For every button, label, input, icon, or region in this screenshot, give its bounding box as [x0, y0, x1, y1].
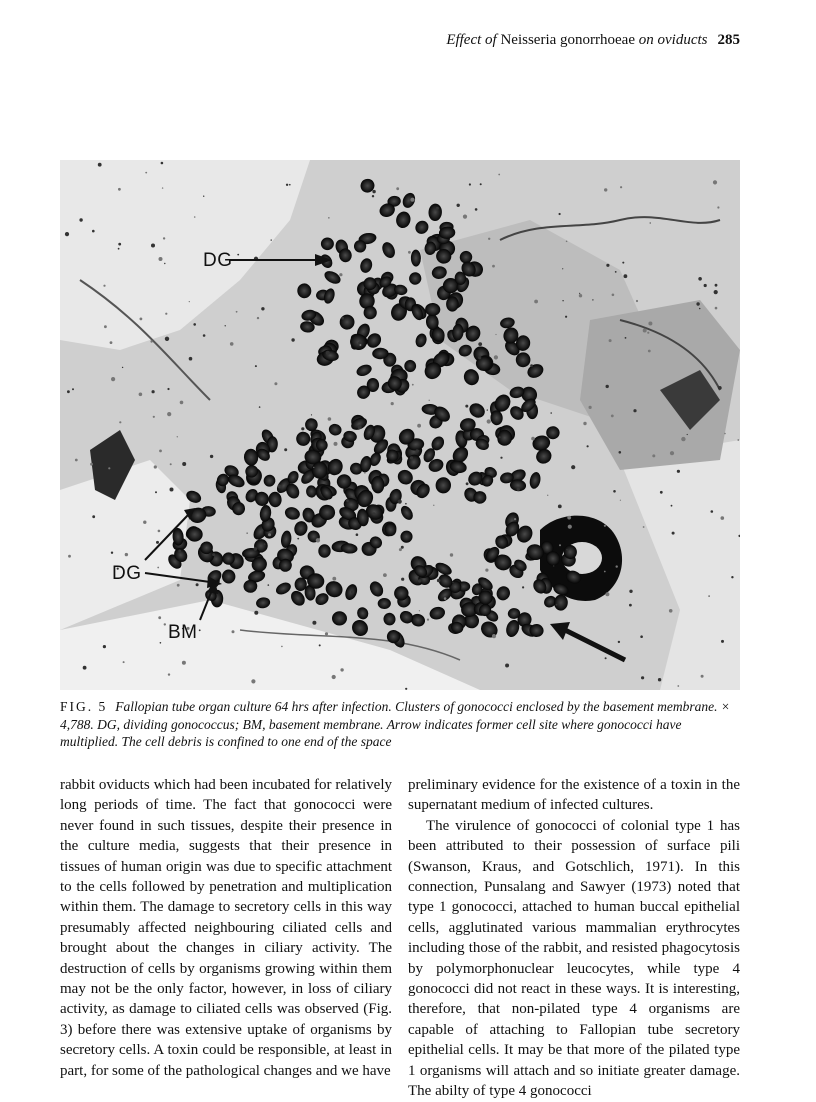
tissue-speck — [281, 646, 283, 648]
tissue-speck — [203, 334, 206, 337]
tissue-speck — [583, 422, 586, 425]
tissue-speck — [616, 565, 618, 567]
tissue-speck — [167, 412, 171, 416]
tissue-speck — [143, 521, 146, 524]
tissue-speck — [332, 577, 336, 581]
tissue-speck — [677, 470, 680, 473]
gonococcus — [312, 462, 328, 479]
tissue-speck — [75, 459, 78, 462]
tissue-speck — [622, 262, 624, 264]
tissue-speck — [721, 640, 724, 643]
tissue-speck — [713, 180, 717, 184]
tissue-speck — [311, 414, 312, 415]
tissue-speck — [604, 188, 607, 191]
tissue-speck — [165, 337, 169, 341]
tissue-speck — [534, 300, 538, 304]
figure-number: FIG. 5 — [60, 699, 108, 714]
tissue-speck — [436, 207, 439, 210]
tissue-speck — [419, 610, 420, 611]
tissue-speck — [643, 329, 647, 333]
tissue-speck — [629, 590, 632, 593]
tissue-speck — [189, 301, 190, 302]
tissue-speck — [715, 284, 718, 287]
tissue-speck — [687, 434, 688, 435]
body-paragraph: preliminary evidence for the existence of a toxin in the supernatant medium of infected cultures. — [408, 777, 740, 814]
tissue-speck — [274, 382, 277, 385]
tissue-speck — [257, 317, 259, 319]
tissue-speck — [103, 285, 105, 287]
tissue-speck — [247, 533, 248, 534]
tissue-speck — [182, 462, 186, 466]
tissue-speck — [641, 676, 644, 679]
tissue-speck — [417, 424, 421, 428]
running-head — [60, 30, 740, 50]
tissue-speck — [111, 552, 113, 554]
tissue-speck — [261, 307, 264, 310]
tissue-speck — [724, 433, 726, 435]
tissue-speck — [562, 300, 563, 301]
tissue-speck — [396, 187, 399, 190]
tissue-speck — [606, 385, 609, 388]
tissue-speck — [151, 244, 155, 248]
tissue-speck — [150, 340, 152, 342]
tissue-speck — [433, 505, 434, 506]
tissue-speck — [125, 553, 128, 556]
tissue-speck — [647, 332, 649, 334]
tissue-speck — [499, 436, 501, 438]
tissue-speck — [167, 388, 169, 390]
tissue-speck — [165, 313, 167, 315]
tissue-speck — [284, 448, 287, 451]
left-column — [60, 775, 392, 1081]
tissue-speck — [122, 367, 123, 368]
tissue-speck — [346, 499, 349, 502]
tissue-speck — [210, 455, 213, 458]
tissue-speck — [268, 533, 271, 536]
tissue-speck — [170, 463, 172, 465]
tissue-speck — [189, 357, 193, 361]
dg-label-bottom: DG — [112, 563, 142, 584]
tissue-speck — [643, 526, 645, 528]
tissue-speck — [158, 530, 161, 533]
tissue-speck — [571, 465, 575, 469]
tissue-speck — [104, 325, 107, 328]
tissue-speck — [704, 284, 707, 287]
tissue-speck — [660, 491, 663, 494]
tissue-speck — [351, 590, 354, 593]
tissue-speck — [485, 569, 488, 572]
tissue-speck — [612, 294, 615, 297]
tissue-speck — [103, 645, 106, 648]
tissue-speck — [325, 632, 328, 635]
tissue-speck — [168, 673, 170, 675]
tissue-speck — [111, 377, 115, 381]
caption-text: Fallopian tube organ culture 64 hrs after infection. Clusters of gonococci enclosed by the basement membrane. × 4,788. DG, dividing gonococcus; BM, basement membrane. Arrow indicates former cell site where gonococci have multiplied. The cell debris is confined to one end of the space — [60, 699, 731, 749]
bm-label: BM — [168, 622, 198, 643]
micrograph-figure — [60, 160, 740, 690]
tissue-speck — [592, 299, 593, 300]
tissue-speck — [437, 579, 441, 583]
tissue-speck — [669, 609, 673, 613]
tissue-speck — [118, 243, 121, 246]
tissue-speck — [465, 405, 468, 408]
tissue-speck — [328, 417, 332, 421]
tissue-speck — [170, 488, 174, 492]
tissue-speck — [708, 595, 709, 596]
tissue-speck — [289, 184, 291, 186]
tissue-speck — [154, 465, 157, 468]
tissue-speck — [196, 583, 199, 586]
tissue-speck — [427, 619, 429, 621]
tissue-speck — [498, 174, 500, 176]
tissue-speck — [359, 344, 361, 346]
tissue-speck — [531, 437, 535, 441]
tissue-speck — [326, 351, 330, 355]
right-column — [408, 775, 740, 1102]
tissue-speck — [164, 623, 166, 625]
tissue-speck — [401, 546, 404, 549]
tissue-speck — [341, 317, 344, 320]
tissue-speck — [681, 437, 685, 441]
tissue-speck — [418, 579, 421, 582]
tissue-speck — [163, 237, 165, 239]
tissue-speck — [401, 578, 404, 581]
tissue-speck — [731, 576, 733, 578]
tissue-speck — [444, 597, 447, 600]
tissue-speck — [108, 467, 110, 469]
tissue-speck — [620, 500, 621, 501]
tissue-speck — [553, 565, 554, 566]
tissue-speck — [316, 538, 320, 542]
tissue-speck — [68, 555, 71, 558]
figure-caption — [60, 698, 742, 751]
tissue-speck — [162, 187, 163, 188]
tissue-speck — [259, 406, 261, 408]
tissue-speck — [696, 302, 699, 305]
tissue-speck — [90, 463, 93, 466]
tissue-speck — [92, 230, 95, 233]
tissue-speck — [487, 419, 491, 423]
tissue-speck — [469, 183, 471, 185]
tissue-speck — [670, 451, 674, 455]
tissue-speck — [457, 204, 460, 207]
tissue-speck — [636, 300, 638, 302]
tissue-speck — [652, 454, 655, 457]
tissue-speck — [611, 415, 614, 418]
tissue-speck — [717, 206, 719, 208]
tissue-speck — [405, 688, 407, 690]
tissue-speck — [212, 553, 215, 556]
tissue-speck — [648, 350, 651, 353]
tissue-speck — [372, 190, 375, 193]
tissue-speck — [158, 616, 161, 619]
tissue-speck — [358, 425, 362, 429]
tissue-speck — [566, 241, 568, 243]
tissue-speck — [72, 388, 74, 390]
tissue-speck — [254, 611, 258, 615]
tissue-speck — [251, 679, 255, 683]
running-title: Effect of Neisseria gonorrhoeae on oviducts — [446, 32, 708, 48]
tissue-speck — [301, 427, 304, 430]
tissue-speck — [698, 277, 702, 281]
tissue-speck — [98, 163, 102, 167]
tissue-speck — [648, 322, 652, 326]
tissue-speck — [480, 183, 482, 185]
tissue-speck — [613, 490, 616, 493]
tissue-speck — [487, 409, 488, 410]
tissue-speck — [391, 402, 394, 405]
tissue-speck — [319, 644, 321, 646]
tissue-speck — [711, 510, 714, 513]
tissue-speck — [562, 268, 563, 269]
tissue-speck — [398, 500, 402, 504]
tissue-speck — [466, 482, 469, 485]
tissue-speck — [356, 533, 359, 536]
tissue-speck — [83, 666, 87, 670]
tissue-speck — [625, 337, 627, 339]
tissue-speck — [556, 604, 558, 606]
tissue-speck — [699, 308, 701, 310]
tissue-speck — [715, 307, 718, 310]
tissue-speck — [408, 251, 411, 254]
tissue-speck — [159, 450, 162, 453]
gonococcus — [321, 238, 334, 251]
tissue-speck — [714, 290, 718, 294]
tissue-speck — [268, 584, 270, 586]
tissue-speck — [624, 274, 628, 278]
tissue-speck — [79, 218, 82, 221]
tissue-speck — [606, 264, 609, 267]
tissue-speck — [383, 573, 387, 577]
tissue-speck — [271, 239, 272, 240]
tissue-speck — [478, 356, 481, 359]
tissue-speck — [492, 634, 496, 638]
tissue-speck — [605, 657, 607, 659]
tissue-speck — [328, 217, 329, 218]
tissue-speck — [559, 544, 561, 546]
tissue-speck — [452, 582, 453, 583]
tissue-speck — [152, 390, 155, 393]
page-number: 285 — [717, 32, 740, 48]
gonococcus — [378, 598, 391, 609]
tissue-speck — [410, 456, 413, 459]
tissue-speck — [236, 311, 238, 313]
tissue-speck — [230, 342, 234, 346]
tissue-speck — [701, 675, 704, 678]
tissue-speck — [416, 449, 419, 452]
tissue-speck — [492, 265, 495, 268]
gonococcus — [318, 544, 330, 558]
tissue-speck — [565, 316, 567, 318]
tissue-speck — [177, 436, 178, 437]
tissue-speck — [145, 172, 147, 174]
tissue-speck — [178, 550, 181, 553]
tissue-speck — [579, 293, 580, 294]
tissue-speck — [332, 675, 336, 679]
tissue-speck — [67, 390, 70, 393]
tissue-speck — [450, 553, 453, 556]
tissue-speck — [640, 635, 643, 638]
tissue-speck — [677, 685, 679, 687]
tissue-speck — [559, 213, 561, 215]
tissue-speck — [619, 451, 622, 454]
tissue-speck — [609, 339, 612, 342]
tissue-speck — [672, 532, 675, 535]
tissue-speck — [568, 525, 572, 529]
tissue-speck — [429, 400, 430, 401]
tissue-speck — [405, 503, 407, 505]
tissue-speck — [671, 505, 673, 507]
tissue-speck — [182, 661, 186, 665]
tissue-speck — [530, 364, 533, 367]
tissue-speck — [139, 393, 143, 397]
tissue-speck — [604, 525, 606, 527]
tissue-speck — [180, 401, 184, 405]
electron-micrograph — [60, 160, 740, 690]
tissue-speck — [312, 621, 316, 625]
tissue-speck — [633, 409, 636, 412]
tissue-speck — [297, 538, 299, 540]
tissue-speck — [475, 208, 478, 211]
tissue-speck — [615, 271, 617, 273]
tissue-speck — [254, 547, 258, 551]
tissue-speck — [278, 485, 282, 489]
tissue-speck — [658, 678, 661, 681]
tissue-speck — [721, 516, 725, 520]
tissue-speck — [177, 584, 180, 587]
tissue-speck — [605, 592, 609, 596]
tissue-speck — [500, 457, 502, 459]
dg-label-top: DG — [203, 250, 233, 271]
tissue-speck — [410, 198, 414, 202]
tissue-speck — [463, 215, 467, 219]
tissue-speck — [737, 439, 739, 441]
tissue-speck — [264, 543, 266, 545]
tissue-speck — [399, 548, 402, 551]
tissue-speck — [488, 238, 490, 240]
tissue-speck — [620, 186, 622, 188]
tissue-speck — [567, 516, 571, 520]
tissue-speck — [494, 355, 498, 359]
tissue-speck — [193, 323, 196, 326]
tissue-speck — [140, 318, 143, 321]
tissue-speck — [372, 195, 374, 197]
tissue-speck — [118, 248, 120, 250]
tissue-speck — [194, 216, 196, 218]
body-paragraph: rabbit oviducts which had been incubated for relatively long periods of time. The fact that gonococci were never found in such tissues, despite their presence in the culture media, suggests that their presence in tissues of human origin was due to specific attachment to the cells followed by penetration and multiplication within them. The damage to secretory cells in this way presumably affected neighbouring ciliated cells and brought about the changes in ciliary activity. The destruction of cells by organisms growing within them may not be the only factor, however, in loss of ciliary activity, as damage to ciliated cells was observed (Fig. 3) before there was extensive uptake of organisms by secretory cells. A toxin could be responsible, at least in part, for some of the pathological changes and we have — [60, 777, 392, 1079]
tissue-speck — [517, 488, 520, 491]
tissue-speck — [155, 491, 157, 493]
tissue-speck — [547, 495, 548, 496]
tissue-speck — [199, 629, 201, 631]
tissue-speck — [364, 472, 366, 474]
tissue-speck — [123, 661, 125, 663]
tissue-speck — [579, 294, 582, 297]
body-paragraph: The virulence of gonococci of colonial type 1 has been attributed to their possession of surface pili (Swanson, Kraus, and Gotschlich, 1971). In this connection, Punsalang and Sawyer (1973) noted that type 1 gonococci, attached to human buccal epithelial cells, agglutinated various mammalian erythrocytes including those of the rabbit, and resisted phagocytosis by polymorphonuclear leucocytes, while type 4 gonococci did not react in these ways. It is interesting, therefore, that non-pilated type 4 organisms are capable of attaching to Fallopian tube secretory epithelial cells. It may be that more of the pilated type 1 organisms will attach and so initiate greater damage. The abilty of type 4 gonococci — [408, 817, 740, 1100]
tissue-speck — [157, 567, 159, 569]
tissue-speck — [313, 467, 314, 468]
tissue-speck — [629, 604, 632, 607]
tissue-speck — [650, 222, 651, 223]
tissue-speck — [237, 254, 239, 256]
tissue-speck — [161, 162, 164, 165]
tissue-speck — [358, 341, 361, 344]
tissue-speck — [558, 505, 562, 509]
tissue-speck — [495, 334, 496, 335]
tissue-speck — [232, 630, 235, 633]
tissue-speck — [478, 342, 482, 346]
tissue-speck — [118, 188, 121, 191]
tissue-speck — [291, 338, 294, 341]
tissue-speck — [514, 518, 516, 520]
tissue-speck — [340, 668, 343, 671]
tissue-speck — [65, 232, 69, 236]
tissue-speck — [225, 325, 226, 326]
tissue-speck — [92, 515, 95, 518]
tissue-speck — [522, 586, 524, 588]
tissue-speck — [164, 263, 165, 264]
tissue-speck — [718, 386, 722, 390]
tissue-speck — [203, 196, 204, 197]
tissue-speck — [550, 412, 552, 414]
tissue-speck — [339, 273, 342, 276]
tissue-speck — [618, 641, 620, 643]
tissue-speck — [334, 442, 338, 446]
tissue-speck — [566, 549, 568, 551]
tissue-speck — [159, 257, 163, 261]
tissue-speck — [286, 184, 288, 186]
tissue-speck — [505, 664, 509, 668]
tissue-speck — [373, 512, 376, 515]
tissue-speck — [587, 445, 589, 447]
tissue-speck — [604, 571, 606, 573]
tissue-speck — [412, 384, 414, 386]
tissue-speck — [153, 416, 155, 418]
tissue-speck — [119, 421, 121, 423]
tissue-speck — [255, 365, 257, 367]
tissue-speck — [110, 341, 113, 344]
tissue-speck — [160, 642, 162, 644]
tissue-speck — [156, 541, 159, 544]
tissue-speck — [589, 406, 592, 409]
